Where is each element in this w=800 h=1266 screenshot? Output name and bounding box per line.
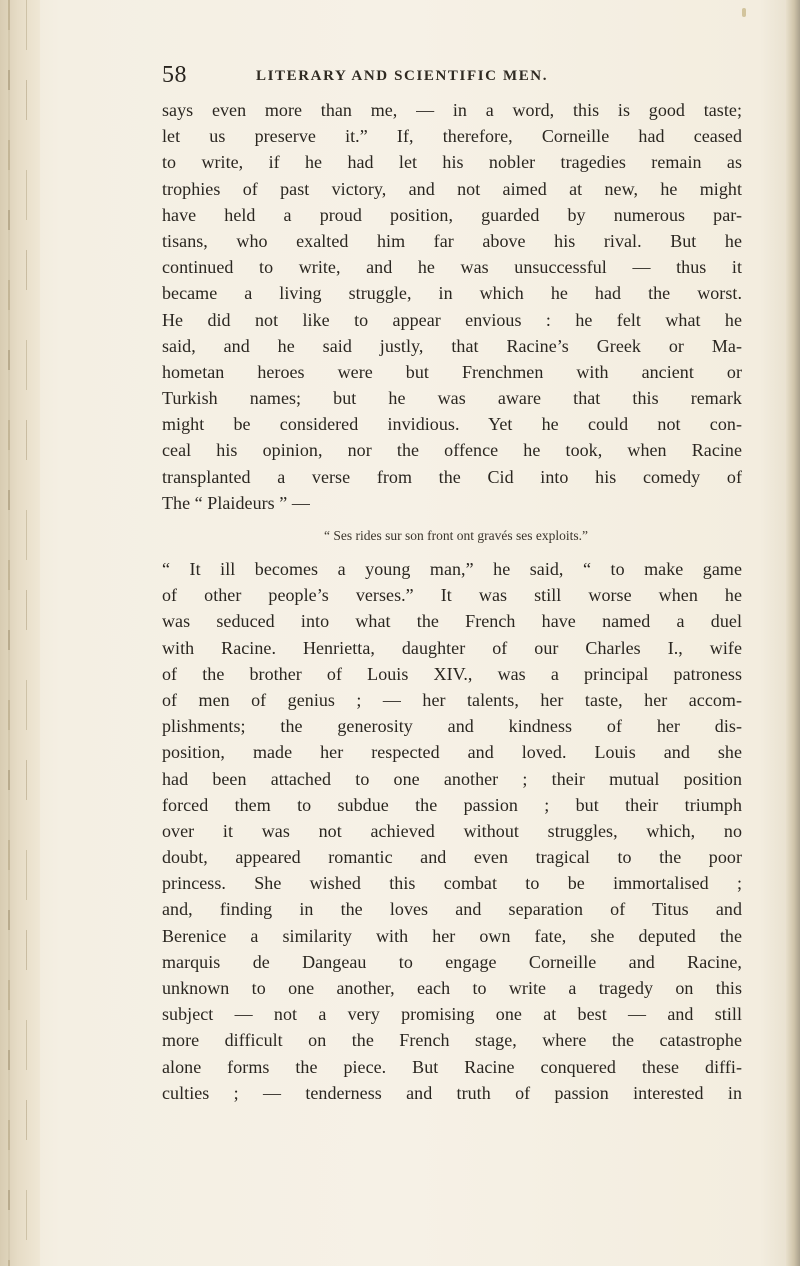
text-line: and, finding in the loves and separation of Titus and <box>162 899 742 920</box>
text-line: forced them to subdue the passion ; but their triumph <box>162 794 742 815</box>
paragraph-2 <box>162 556 742 1106</box>
text-line: princess. She wished this combat to be immortalised ; <box>162 873 742 894</box>
text-line: plishments; the generosity and kindness of her dis- <box>162 716 742 737</box>
page-binding-edge <box>0 0 40 1266</box>
text-line: transplanted a verse from the Cid into his comedy of <box>162 466 742 487</box>
text-line: was seduced into what the French have named a duel <box>162 611 742 632</box>
text-line: tisans, who exalted him far above his rival. But he <box>162 230 742 251</box>
paragraph-1 <box>162 97 742 516</box>
text-line: of men of genius ; — her talents, her taste, her accom- <box>162 689 742 710</box>
text-line: let us preserve it.” If, therefore, Corneille had ceased <box>162 126 742 147</box>
text-line: position, made her respected and loved. Louis and she <box>162 742 742 763</box>
text-line: over it was not achieved without struggles, which, no <box>162 820 742 841</box>
text-line: ceal his opinion, nor the offence he took, when Racine <box>162 440 742 461</box>
text-line: to write, if he had let his nobler tragedies remain as <box>162 152 742 173</box>
text-line: says even more than me, — in a word, this is good taste; <box>162 100 742 120</box>
text-line: culties ; — tenderness and truth of passion interested in <box>162 1082 742 1103</box>
page-right-edge <box>786 0 800 1266</box>
ink-mark <box>742 8 746 17</box>
text-line: unknown to one another, each to write a tragedy on this <box>162 978 742 998</box>
text-line: of other people’s verses.” It was still worse when he <box>162 585 742 606</box>
text-line: more difficult on the French stage, where the catastrophe <box>162 1030 742 1051</box>
running-head: LITERARY AND SCIENTIFIC MEN. <box>256 68 549 84</box>
text-line: became a living struggle, in which he had the worst. <box>162 283 742 304</box>
page-number: 58 <box>162 62 187 88</box>
text-line: might be considered invidious. Yet he could not con- <box>162 414 742 435</box>
text-line: marquis de Dangeau to engage Corneille and Racine, <box>162 951 742 972</box>
text-line: of the brother of Louis XIV., was a principal patroness <box>162 663 742 684</box>
text-line: doubt, appeared romantic and even tragical to the poor <box>162 847 742 868</box>
text-line: said, and he said justly, that Racine’s Greek or Ma- <box>162 335 742 356</box>
text-line: Berenice a similarity with her own fate, she deputed the <box>162 925 742 946</box>
block-quotation: “ Ses rides sur son front ont gravés ses exploits.” <box>324 528 588 543</box>
text-line: alone forms the piece. But Racine conquered these diffi- <box>162 1056 742 1077</box>
page-header <box>162 62 742 92</box>
text-line: with Racine. Henrietta, daughter of our Charles I., wife <box>162 637 742 658</box>
text-line: subject — not a very promising one at best — and still <box>162 1004 742 1025</box>
text-line: The “ Plaideurs ” — <box>162 492 310 513</box>
text-line: continued to write, and he was unsuccessful — thus it <box>162 257 742 278</box>
text-line: trophies of past victory, and not aimed at new, he might <box>162 178 742 199</box>
text-line: hometan heroes were but Frenchmen with ancient or <box>162 361 742 382</box>
text-line: He did not like to appear envious : he felt what he <box>162 309 742 330</box>
text-line: Turkish names; but he was aware that this remark <box>162 388 742 409</box>
text-line: have held a proud position, guarded by numerous par- <box>162 204 742 225</box>
text-line: “ It ill becomes a young man,” he said, “ to make game <box>162 559 742 579</box>
body-text <box>162 97 742 1106</box>
text-line: had been attached to one another ; their mutual position <box>162 768 742 789</box>
